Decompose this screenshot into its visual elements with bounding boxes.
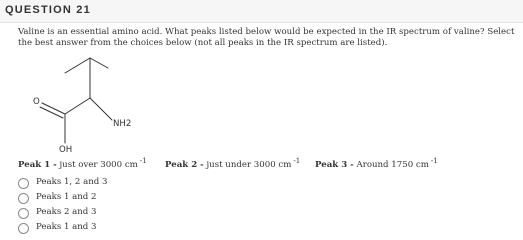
peak-3 [315,157,438,170]
peak-3-unit-exponent: -1 [430,157,438,165]
question-title: QUESTION 21 [5,4,91,16]
peak-3-description: Around 1750 cm [356,160,429,170]
hydroxyl-group-label: OH [59,145,73,155]
question-header [0,0,523,23]
alpha-carbonyl-bond [65,98,90,114]
amine-group-label: NH2 [113,119,132,129]
peak-1 [18,157,147,170]
radio-button[interactable] [18,178,29,189]
alpha-amine-bond [90,98,112,120]
peak-2-description: just under 3000 cm [206,160,292,170]
answer-choice-4-label[interactable]: Peaks 1 and 3 [36,222,97,232]
methyl-bond-right [90,58,108,68]
carbonyl-double-bond-2 [40,107,63,118]
valine-skeletal-formula [0,40,200,170]
methyl-bond-left [65,58,90,73]
peak-1-unit-exponent: -1 [139,157,147,165]
peak-2-unit-exponent: -1 [293,157,301,165]
peak-1-description: just over 3000 cm [59,160,138,170]
radio-button[interactable] [18,193,29,204]
peak-2-label: Peak 2 - [165,160,204,170]
peak-3-label: Peak 3 - [315,160,354,170]
answer-choice-2-label[interactable]: Peaks 1 and 2 [36,192,97,202]
peak-1-label: Peak 1 - [18,160,57,170]
oxygen-atom-label: O [33,97,40,107]
answer-choice-1-label[interactable]: Peaks 1, 2 and 3 [36,177,108,187]
carbonyl-double-bond-1 [42,103,65,114]
valine-structure [0,40,200,170]
peak-2 [165,157,301,170]
answer-choice-3-label[interactable]: Peaks 2 and 3 [36,207,97,217]
question-text: Valine is an essential amino acid. What peaks listed below would be expected in the IR spectrum of valine? Select the best answer from the choices below (not all peaks in the IR spectrum are listed). [18,27,515,48]
radio-button[interactable] [18,208,29,219]
radio-button[interactable] [18,223,29,234]
